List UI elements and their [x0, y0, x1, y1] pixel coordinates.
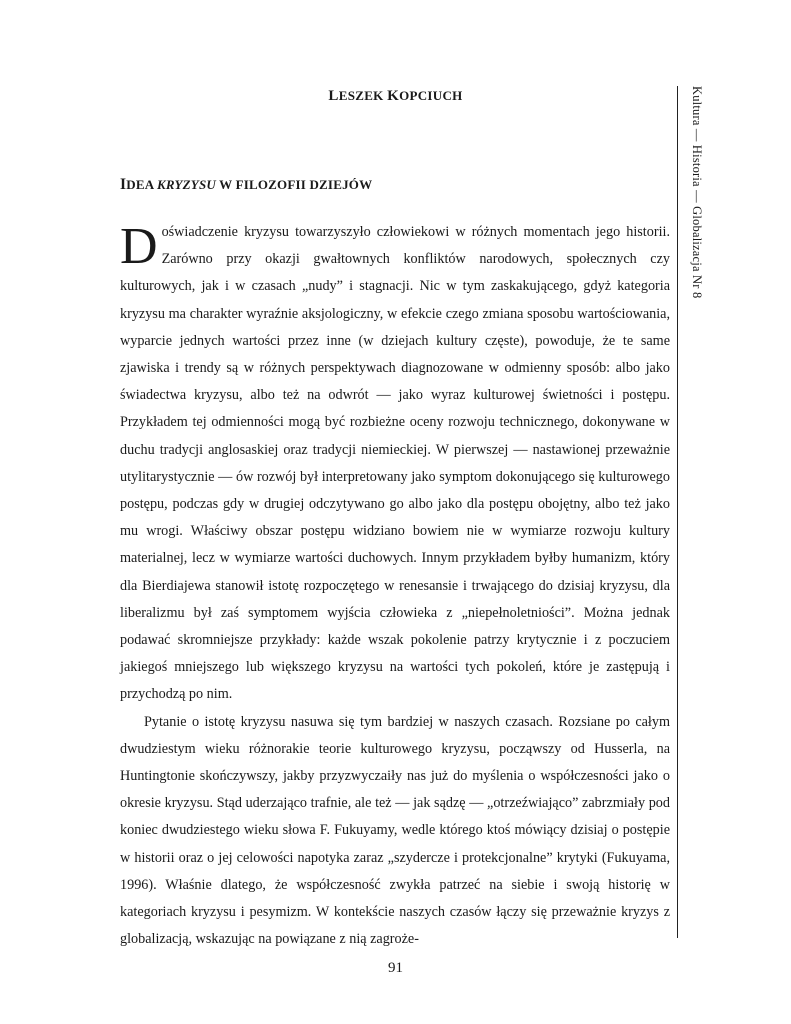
- author-name: LESZEK KOPCIUCH: [328, 88, 463, 104]
- running-head-vertical: Kultura — Historia — Globalizacja Nr 8: [690, 86, 704, 299]
- paragraph-2: Pytanie o istotę kryzysu nasuwa się tym bardziej w naszych czasach. Rozsiane po całym dwudziestym wieku różnorakie teorie kulturowego kryzysu, począwszy od Husserla, na Huntingtonie skończywszy, jakby przyzwyczaiły nas już do myślenia o współczesności jako o okresie kryzysu. Stąd uderzająco trafnie, ale też — jak sądzę — „otrzeźwiająco” zabrzmiały pod koniec dwudziestego wieku słowa F. Fukuyamy, wedle którego ktoś mówiący dzisiaj o postępie w historii oraz o jej celowości napotyka zaraz „szydercze i protekcjonalne” krytyki (Fukuyama, 1996). Właśnie dlatego, że współczesność zwykła patrzeć na siebie i swoją historię w kategoriach kryzysu i pesymizm. W kontekście naszych czasów łączy się przeważnie kryzys z globalizacją, wskazując na powiązane z nią zagroże-: [120, 713, 670, 948]
- article-body: [120, 219, 670, 953]
- drop-cap: D: [120, 218, 158, 275]
- page-number: 91: [388, 960, 403, 976]
- article-title: IDEA KRYZYSU W FILOZOFII DZIEJÓW: [120, 176, 373, 193]
- margin-rule: [677, 86, 678, 938]
- paragraph-1: [120, 219, 670, 709]
- paragraph-1-text: oświadczenie kryzysu towarzyszyło człowiekowi w różnych momentach jego historii. Zarówno przy okazji gwałtownych konfliktów narodowych, społecznych czy kulturowych, jak i w czasach „nudy” i stagnacji. Nic w tym zaskakującego, gdyż kategoria kryzysu ma charakter wyraźnie aksjologiczny, w efekcie czego zmiana sposobu wartościowania, wyparcie jednych wartości przez inne (w dziejach kultury częste), powoduje, że te same zjawiska i trendy są w różnych perspektywach diagnozowane w odmienny sposób: albo jako świadectwa kryzysu, albo też na odwrót — jako wyraz kulturowej świetności i postępu. Przykładem tej odmienności mogą być rozbieżne oceny rozwoju technicznego, dokonywane w duchu tradycji anglosaskiej oraz tradycji niemieckiej. W pierwszej — nastawionej przeważnie utylitarystycznie — ów rozwój był interpretowany jako symptom dokonującego się kulturowego postępu, podczas gdy w drugiej odczytywano go albo jako dla postępu obojętny, albo też jako mu wrogi. Właściwy obszar postępu widziano bowiem nie w wymiarze rozwoju kultury materialnej, lecz w wymiarze wartości duchowych. Innym przykładem byłby humanizm, który dla Bierdiajewa stanowił istotę rozpoczętego w renesansie i trwającego do dzisiaj kryzysu, dla liberalizmu był zaś symptomem wyjścia człowieka z „niepełnoletniości”. Można jednak podawać skromniejsze przykłady: każde wszak pokolenie patrzy krytycznie i z poczuciem jakiegoś mniejszego lub większego kryzysu na wartości tych pokoleń, które je zastępują i przychodzą po nim.: [120, 224, 670, 703]
